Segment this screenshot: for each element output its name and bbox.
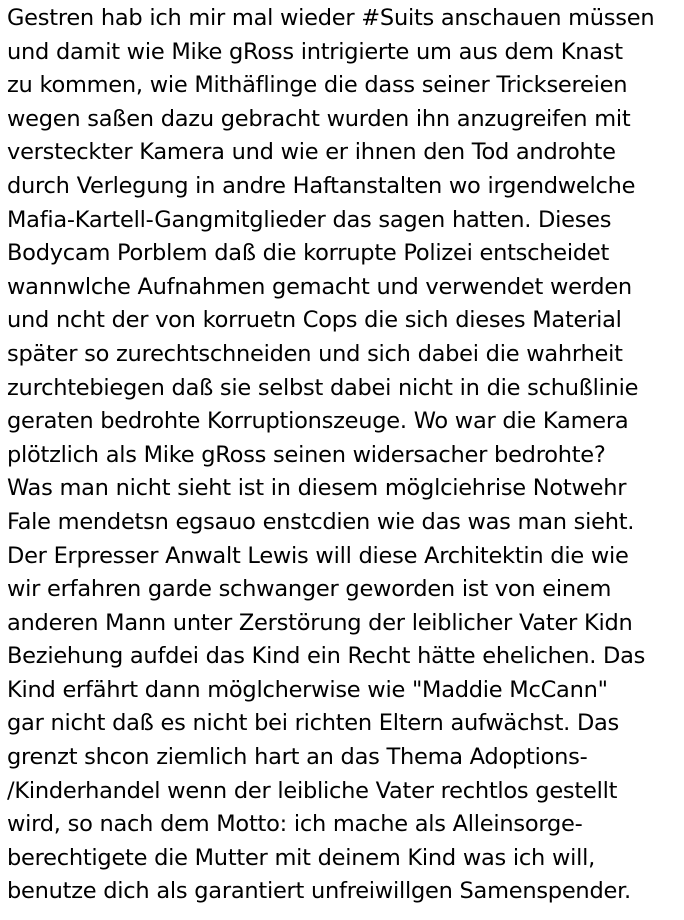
text-line: /Kinderhandel wenn der leibliche Vater rechtlos gestellt [7, 777, 618, 804]
text-line: berechtigete die Mutter mit deinem Kind was ich will, [7, 844, 596, 871]
text-line: Kind erfährt dann möglcherwise wie "Maddie McCann" [7, 676, 608, 703]
text-line: zurchtebiegen daß sie selbst dabei nicht in die schußlinie [7, 374, 639, 401]
text-line: und ncht der von korruetn Cops die sich dieses Material [7, 307, 622, 334]
text-line: geraten bedrohte Korruptionszeuge. Wo war die Kamera [7, 408, 629, 435]
text-line: später so zurechtschneiden und sich dabei die wahrheit [7, 340, 623, 367]
text-line: wir erfahren garde schwanger geworden ist von einem [7, 576, 612, 603]
text-line: Mafia-Kartell-Gangmitglieder das sagen hatten. Dieses [7, 206, 612, 233]
text-line: und damit wie Mike gRoss intrigierte um aus dem Knast [7, 38, 623, 65]
text-line: Der Erpresser Anwalt Lewis will diese Architektin die wie [7, 542, 629, 569]
text-line: Bodycam Porblem daß die korrupte Polizei entscheidet [7, 240, 610, 267]
text-line: Was man nicht sieht ist in diesem möglciehrise Notwehr [7, 475, 627, 502]
text-line: Gestren hab ich mir mal wieder #Suits anschauen müssen [7, 5, 655, 31]
text-line: gar nicht daß es nicht bei richten Eltern aufwächst. Das [7, 710, 620, 737]
text-line: zu kommen, wie Mithäflinge die dass seiner Tricksereien [7, 72, 628, 99]
body-text [7, 2, 684, 909]
text-line: Beziehung aufdei das Kind ein Recht hätte ehelichen. Das [7, 643, 646, 670]
text-line: wegen saßen dazu gebracht wurden ihn anzugreifen mit [7, 105, 631, 132]
text-line: versteckter Kamera und wie er ihnen den Tod androhte [7, 139, 616, 166]
text-line: wannwlche Aufnahmen gemacht und verwendet werden [7, 273, 632, 300]
text-line: wird, so nach dem Motto: ich mache als Alleinsorge- [7, 811, 583, 838]
text-line: plötzlich als Mike gRoss seinen widersacher bedrohte? [7, 441, 606, 468]
text-line: Fale mendetsn egsauo enstcdien wie das was man sieht. [7, 508, 635, 535]
text-line: grenzt shcon ziemlich hart an das Thema Adoptions- [7, 744, 588, 771]
text-line: anderen Mann unter Zerstörung der leiblicher Vater Kidn [7, 609, 633, 636]
text-line: benutze dich als garantiert unfreiwillgen Samenspender. [7, 878, 631, 905]
text-line: durch Verlegung in andre Haftanstalten wo irgendwelche [7, 172, 636, 199]
